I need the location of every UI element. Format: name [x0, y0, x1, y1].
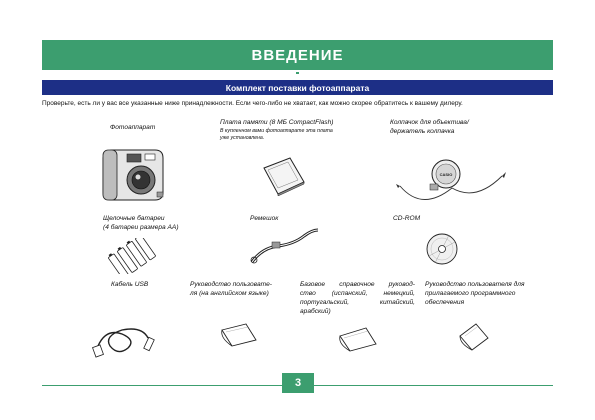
user-manual-en-label-2: ля (на английском языке) — [190, 290, 269, 297]
lens-cap-illustration — [392, 150, 510, 208]
batteries-illustration — [106, 238, 164, 274]
software-guide-label-3: обеспечения — [425, 299, 465, 306]
title-marker — [296, 72, 299, 74]
basic-reference-label-2: ство (испанский, немецкий, — [300, 290, 415, 297]
usb-cable-label: Кабель USB — [111, 281, 149, 288]
usb-cable-illustration — [92, 318, 156, 362]
basic-reference-label-3: португальский, китайский, — [300, 299, 415, 306]
basic-reference-label-1: Базовое справочное руковод- — [300, 281, 415, 288]
basic-reference-illustration — [334, 324, 380, 354]
user-manual-en-label-1: Руководство пользовате- — [190, 281, 272, 288]
software-guide-illustration — [456, 320, 492, 354]
chapter-title: ВВЕДЕНИЕ — [42, 40, 553, 70]
batteries-label-1: Щелочные батареи — [103, 215, 165, 222]
cap-brand-text: CASIO — [439, 172, 453, 177]
memory-card-label: Плата памяти (8 МБ CompactFlash) — [220, 119, 334, 126]
lens-cap-label-1: Колпачок для объектива/ — [390, 119, 469, 126]
user-manual-en-illustration — [216, 320, 262, 350]
section-heading: Комплект поставки фотоаппарата — [42, 81, 553, 95]
page-number: 3 — [282, 373, 314, 393]
cdrom-label: CD-ROM — [393, 215, 421, 222]
basic-reference-label-4: арабский) — [300, 308, 331, 315]
software-guide-label-2: прилагаемого программного — [425, 290, 516, 297]
software-guide-label-1: Руководство пользователя для — [425, 281, 525, 288]
memory-card-illustration — [260, 156, 308, 196]
strap-label: Ремешок — [250, 215, 279, 222]
cdrom-illustration — [425, 232, 459, 266]
intro-text: Проверьте, есть ли у вас все указанные ниже принадлежности. Если чего-либо не хватает, как можно скорее обратитесь к вашему дилеру. — [42, 100, 463, 107]
memory-card-note-2: уже установлена. — [220, 135, 265, 141]
lens-cap-label-2: держатель колпачка — [390, 128, 455, 135]
batteries-label-2: (4 батареи размера АА) — [103, 224, 179, 231]
camera-label: Фотоаппарат — [110, 124, 156, 131]
camera-illustration — [97, 146, 169, 206]
strap-illustration — [248, 226, 322, 266]
memory-card-note-1: В купленном вами фотоаппарате эта плата — [220, 128, 333, 134]
